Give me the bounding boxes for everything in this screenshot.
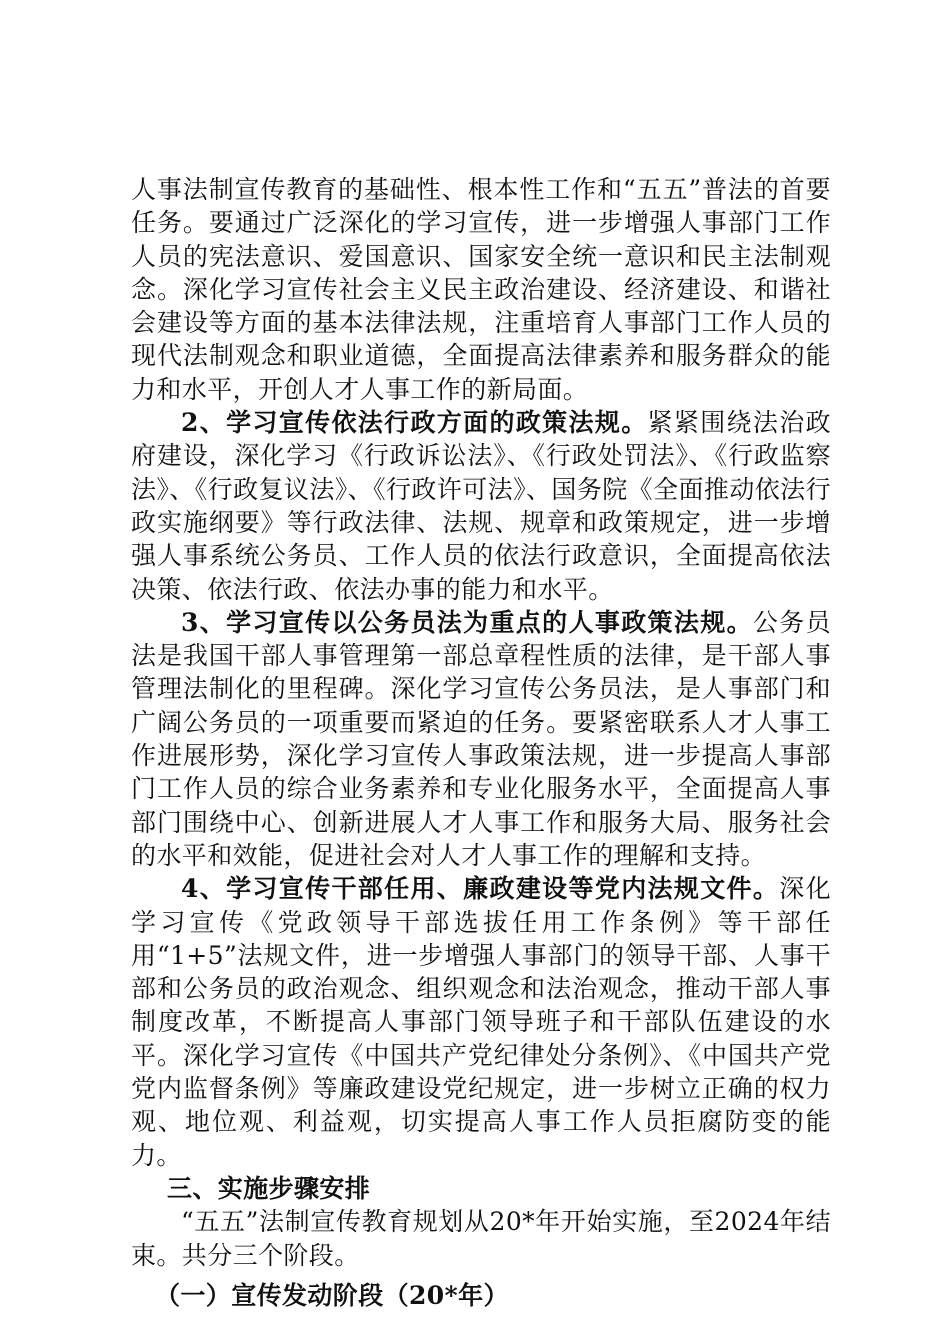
paragraph-item-4: [131, 872, 831, 1172]
paragraph-lead: 2、学习宣传依法行政方面的政策法规。: [181, 408, 648, 438]
paragraph-text: 紧紧围绕法治政府建设，深化学习《行政诉讼法》、《行政处罚法》、《行政监察法》、《行政复议法》、《行政许可法》、国务院《全面推动依法行政实施纲要》等行政法律、法规、规章和政策规定，进一步增强人事系统公务员、工作人员的依法行政意识，全面提高依法决策、依法行政、依法办事的能力和水平。: [131, 408, 831, 604]
paragraph-text: “五五”法制宣传教育规划从20*年开始实施，至2024年结束。共分三个阶段。: [131, 1207, 831, 1270]
document-page: [131, 173, 831, 1314]
subsection-heading: （一）宣传发动阶段（20*年）: [155, 1280, 509, 1310]
paragraph-text: 公务员法是我国干部人事管理第一部总章程性质的法律，是干部人事管理法制化的里程碑。深化学习宣传公务员法，是人事部门和广阔公务员的一项重要而紧迫的任务。要紧密联系人才人事工作进展形势，深化学习宣传人事政策法规，进一步提高人事部门工作人员的综合业务素养和专业化服务水平，全面提高人事部门围绕中心、创新进展人才人事工作和服务大局、服务社会的水平和效能，促进社会对人才人事工作的理解和支持。: [131, 607, 832, 870]
paragraph-text: 深化学习宣传《党政领导干部选拔任用工作条例》等干部任用“1+5”法规文件，进一步增强人事部门的领导干部、人事干部和公务员的政治观念、组织观念和法治观念，推动干部人事制度改革，不断提高人事部门领导班子和干部队伍建设的水平。深化学习宣传《中国共产党纪律处分条例》、《中国共产党党内监督条例》等廉政建设党纪规定，进一步树立正确的权力观、地位观、利益观，切实提高人事工作人员拒腐防变的能力。: [131, 874, 831, 1170]
section-heading: 三、实施步骤安排: [167, 1173, 371, 1203]
paragraph-lead: 4、学习宣传干部任用、廉政建设等党内法规文件。: [181, 874, 780, 904]
paragraph-continuation: [131, 173, 831, 406]
paragraph-item-3: [131, 606, 831, 872]
paragraph-schedule: [131, 1205, 831, 1272]
paragraph-text: 人事法制宣传教育的基础性、根本性工作和“五五”普法的首要任务。要通过广泛深化的学习宣传，进一步增强人事部门工作人员的宪法意识、爱国意识、国家安全统一意识和民主法制观念。深化学习宣传社会主义民主政治建设、经济建设、和谐社会建设等方面的基本法律法规，注重培育人事部门工作人员的现代法制观念和职业道德，全面提高法律素养和服务群众的能力和水平，开创人才人事工作的新局面。: [131, 175, 831, 404]
paragraph-lead: 3、学习宣传以公务员法为重点的人事政策法规。: [181, 607, 753, 637]
paragraph-item-2: [131, 406, 831, 606]
